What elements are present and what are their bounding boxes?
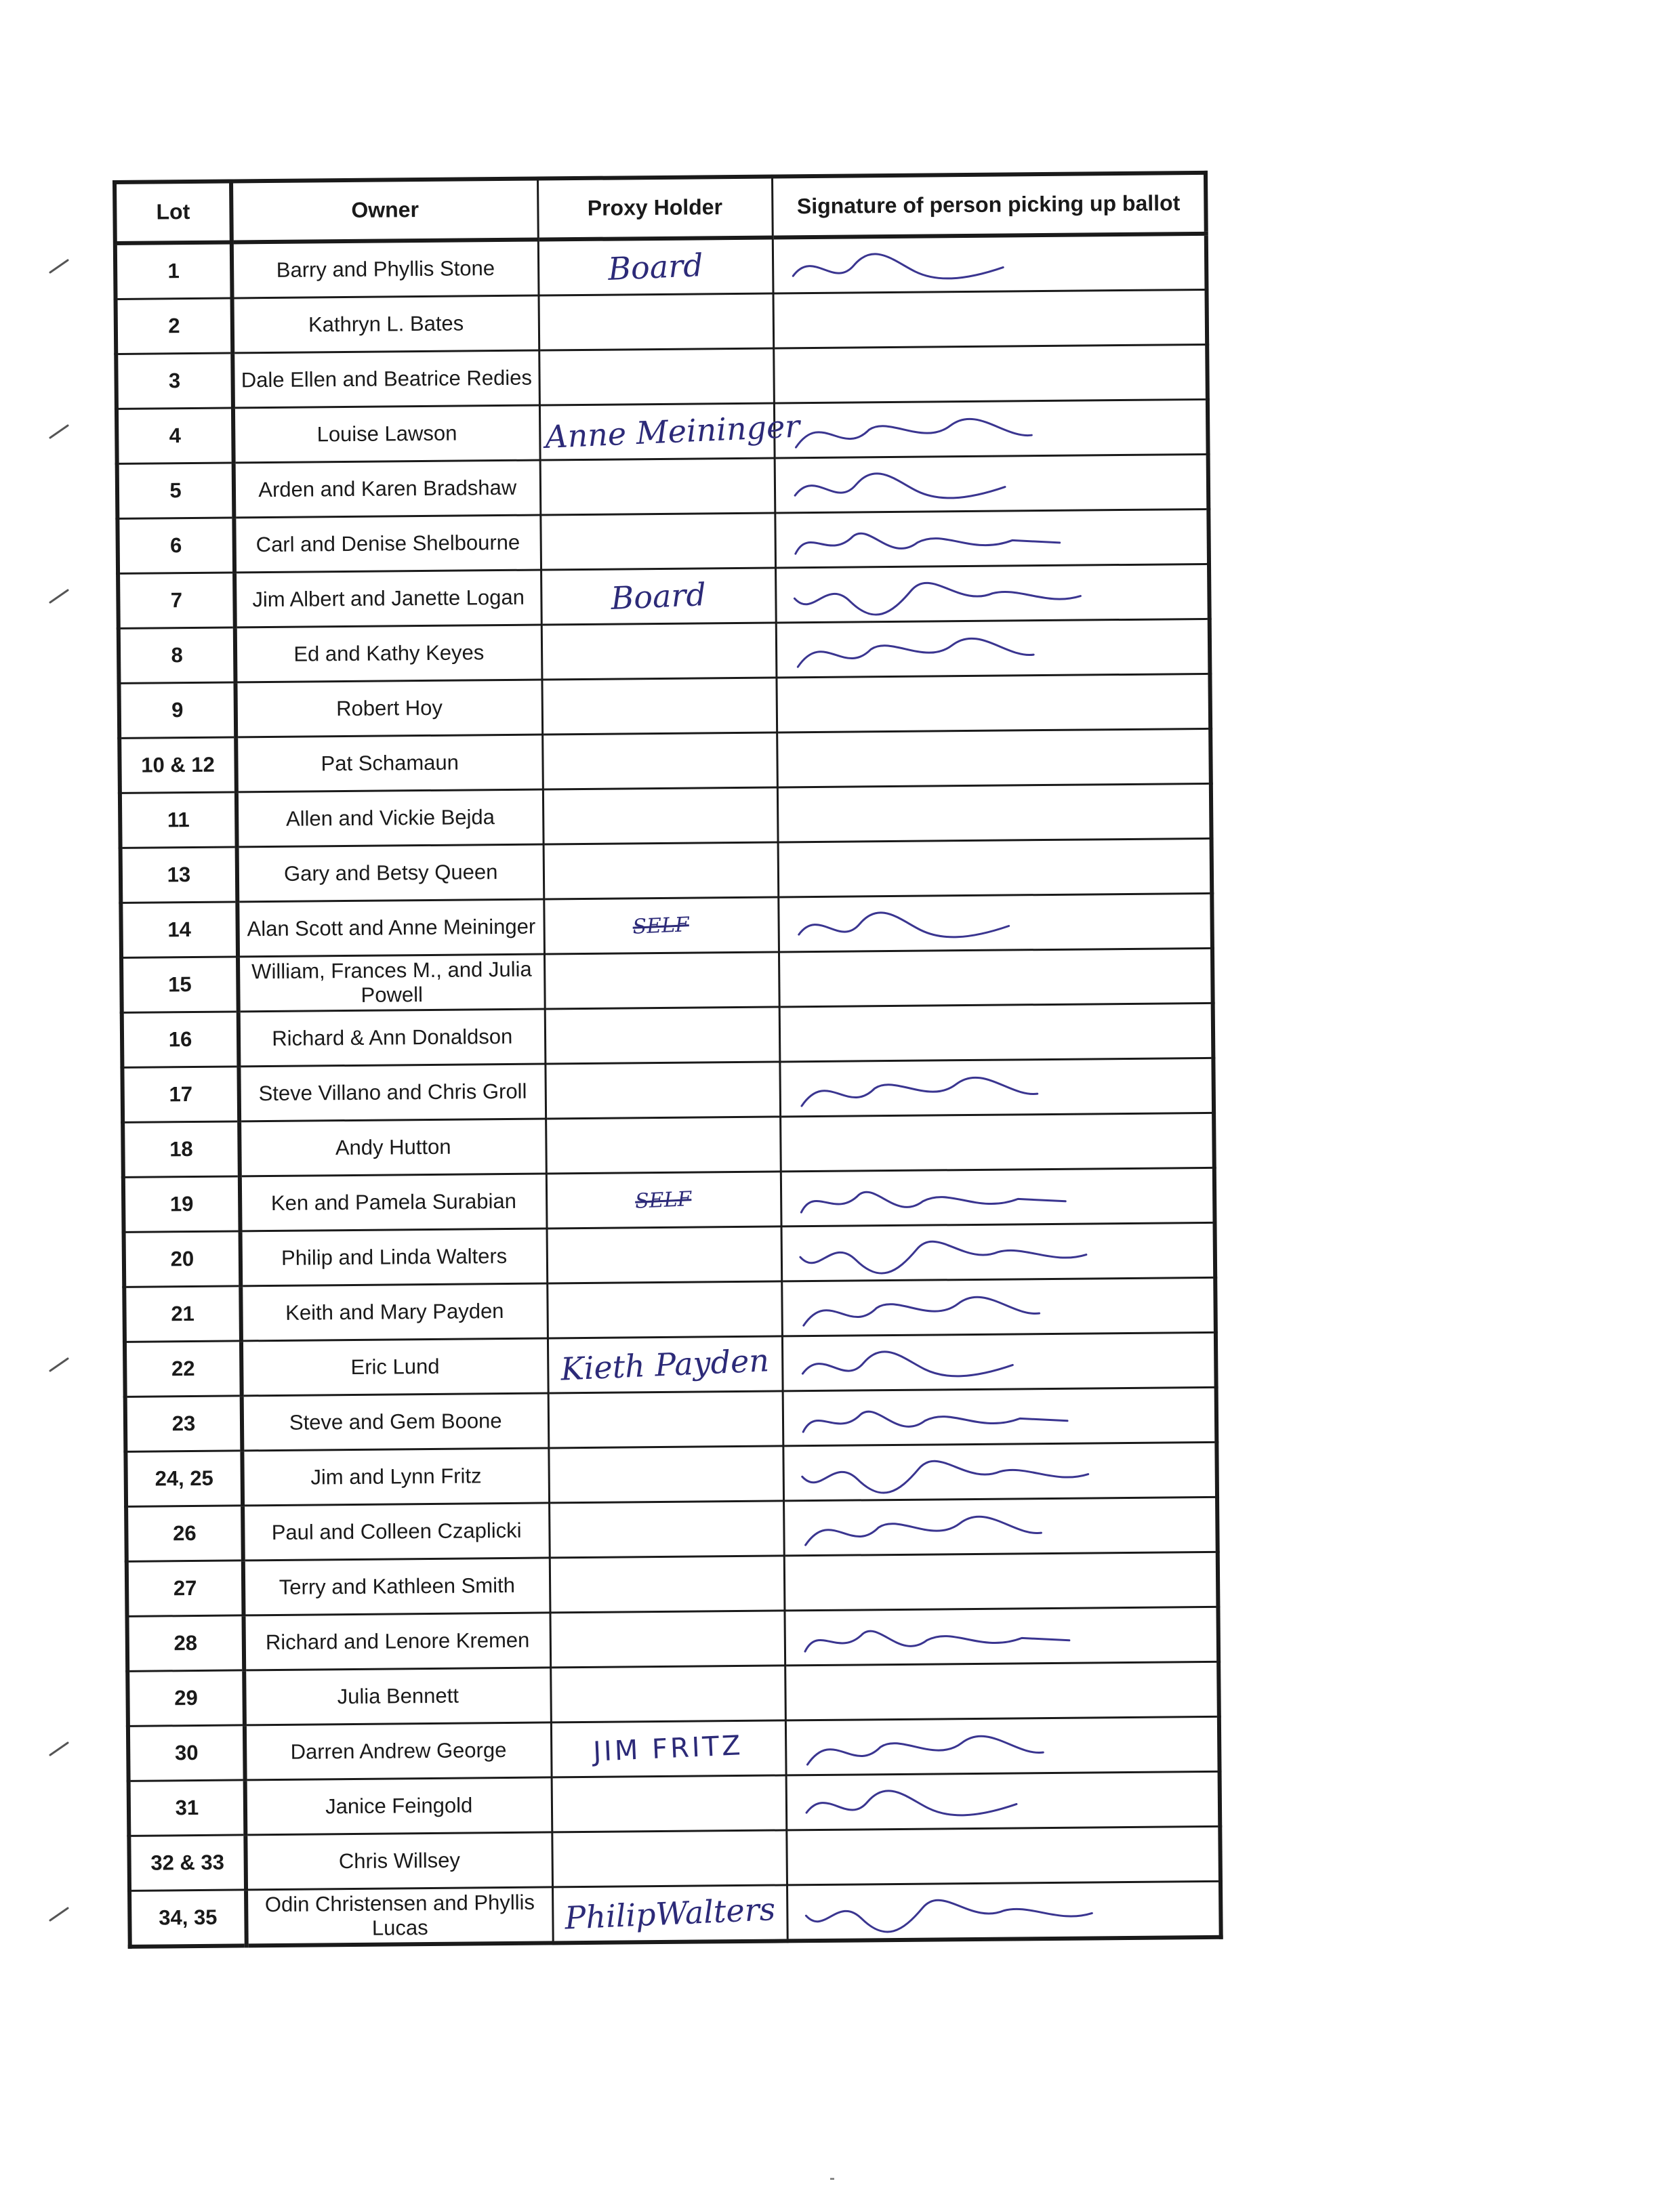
proxy-holder-cell [544,842,779,899]
lot-cell: 34, 35 [129,1890,247,1947]
table-row [128,1716,1220,1781]
table-row [127,1661,1219,1726]
proxy-holder-cell [546,1117,781,1174]
proxy-holder-cell [546,1172,781,1229]
lot-cell: 31 [129,1780,246,1836]
table-row [125,1442,1217,1506]
table-row [116,289,1208,354]
owner-cell: Keith and Mary Payden [241,1283,548,1341]
owner-cell: Richard and Lenore Kremen [243,1613,550,1670]
owner-cell: Ken and Pamela Surabian [240,1174,547,1231]
proxy-holder-cell [549,1501,784,1558]
lot-cell: 11 [120,792,237,848]
lot-cell: 5 [117,463,234,518]
margin-check-mark [47,587,70,605]
signature-stroke [806,1790,1016,1817]
owner-cell: Steve and Gem Boone [242,1393,549,1451]
signature-stroke [807,1735,1043,1764]
owner-cell: Carl and Denise Shelbourne [234,515,541,573]
signature-stroke [806,1899,1092,1933]
lot-cell: 9 [119,682,236,738]
proxy-holder-cell [551,1720,786,1777]
lot-cell: 4 [117,408,234,463]
proxy-holder-cell [543,787,778,844]
signature-cell [786,1826,1221,1885]
signature-cell [776,619,1210,678]
signature-stroke [802,1460,1088,1493]
proxy-holder-cell [550,1611,785,1668]
table-row [129,1826,1221,1891]
proxy-holder-cell [538,238,773,296]
table-row [119,674,1210,738]
signature-cell [783,1387,1217,1446]
owner-cell: Eric Lund [241,1338,548,1396]
proxy-holder-cell [545,1007,780,1064]
margin-check-mark [47,257,70,275]
table-row [122,1003,1214,1067]
owner-cell: Richard & Ann Donaldson [239,1009,546,1067]
lot-cell: 21 [124,1286,241,1342]
owner-cell: Philip and Linda Walters [241,1229,548,1286]
lot-cell: 8 [119,627,236,683]
owner-cell: Jim Albert and Janette Logan [234,570,541,627]
table-row [121,838,1212,903]
table-row [129,1881,1221,1947]
owner-cell: Andy Hutton [239,1119,546,1176]
lot-cell: 19 [123,1176,241,1232]
owner-cell: Arden and Karen Bradshaw [234,460,541,518]
lot-cell: 26 [126,1506,243,1561]
lot-cell: 30 [128,1725,245,1781]
proxy-holder-cell [545,1062,780,1119]
owner-cell: Steve Villano and Chris Groll [239,1064,546,1121]
table-row [117,509,1209,573]
owner-column-header: Owner [231,179,538,243]
handwritten-proxy-name: Board [610,575,707,617]
signature-stroke [795,532,1059,554]
table-row [121,893,1212,957]
table-row [116,344,1208,409]
owner-cell: Terry and Kathleen Smith [243,1558,550,1615]
table-row [125,1332,1216,1397]
owner-cell: Robert Hoy [235,680,542,737]
proxy-holder-cell [541,678,777,735]
signature-cell [783,1442,1217,1501]
proxy-holder-cell [541,568,776,625]
owner-cell: Pat Schamaun [236,735,543,792]
handwritten-proxy-name: Board [607,246,704,287]
signature-column-header: Signature of person picking up ballot [772,173,1206,238]
proxy-holder-cell [552,1830,787,1887]
lot-column-header: Lot [115,181,232,243]
signature-stroke [801,1191,1065,1213]
signature-cell [773,234,1207,293]
table-row [115,234,1207,300]
lot-cell: 23 [125,1396,243,1451]
proxy-holder-cell [550,1666,785,1722]
handwritten-proxy-name: Kieth Payden [560,1341,771,1388]
signature-cell [787,1881,1221,1941]
lot-cell: 3 [116,353,233,409]
signature-cell [784,1552,1218,1611]
table-row [124,1277,1216,1342]
proxy-holder-cell [540,458,775,515]
margin-check-mark [47,1905,70,1923]
signature-cell [774,399,1208,458]
signature-cell [773,344,1208,403]
table-row [122,1058,1214,1122]
signature-cell [780,1113,1214,1172]
signature-stroke [803,1296,1039,1325]
signature-cell [783,1497,1218,1556]
signature-cell [781,1168,1215,1226]
signature-stroke [800,1240,1086,1274]
table-row [119,728,1211,793]
proxy-holder-cell [539,293,774,350]
proxy-holder-cell [539,403,800,460]
signature-stroke [796,419,1031,448]
proxy-holder-cell [544,897,779,954]
signature-cell [775,509,1209,568]
proxy-holder-cell [547,1281,782,1338]
signature-cell [785,1716,1220,1775]
proxy-holder-cell [548,1391,783,1448]
lot-cell: 6 [117,518,234,573]
proxy-holder-cell [540,513,775,570]
handwritten-proxy-name: SELF [634,1186,693,1214]
lot-cell: 32 & 33 [129,1835,246,1891]
owner-cell: Odin Christensen and Phyllis Lucas [246,1887,553,1945]
handwritten-proxy-name: SELF [632,912,690,939]
table-row [127,1607,1218,1671]
signature-cell [775,564,1210,623]
signature-cell [782,1332,1216,1391]
table-row [126,1497,1218,1561]
lot-cell: 18 [123,1121,240,1177]
proxy-holder-cell [548,1446,783,1503]
lot-cell: 24, 25 [125,1451,243,1506]
owner-cell: Jim and Lynn Fritz [242,1448,549,1506]
signature-stroke [805,1516,1041,1545]
table-row [119,619,1210,683]
proxy-holder-cell [539,348,774,405]
table-row [123,1168,1215,1232]
signature-cell [784,1607,1218,1666]
signature-cell [778,838,1212,897]
owner-cell: Dale Ellen and Beatrice Redies [232,350,539,408]
signature-cell [785,1661,1219,1720]
owner-cell: Chris Willsey [245,1832,552,1890]
header-row [115,173,1206,243]
table-row [127,1552,1218,1616]
table-row [129,1771,1221,1836]
table-row [124,1222,1216,1287]
owner-cell: William, Frances M., and Julia Powell [238,954,545,1012]
signature-cell [779,1003,1214,1062]
lot-cell: 1 [115,242,232,299]
signature-stroke [802,1350,1012,1378]
signature-cell [776,674,1210,732]
table-row [121,948,1213,1012]
signature-cell [773,289,1207,348]
scan-speck [830,2178,834,2180]
proxy-holder-cell [552,1885,787,1943]
signature-cell [786,1771,1221,1830]
signature-stroke [798,911,1008,938]
table-row [118,564,1210,628]
ballot-signout-table [112,171,1223,1949]
margin-check-mark [47,423,70,440]
table-row [117,399,1208,463]
signature-cell [781,1222,1216,1281]
signature-stroke [792,253,1002,280]
owner-cell: Alan Scott and Anne Meininger [237,899,544,957]
signature-stroke [802,1410,1067,1432]
lot-cell: 28 [127,1615,244,1671]
owner-cell: Darren Andrew George [245,1722,552,1780]
lot-cell: 22 [125,1341,242,1397]
margin-check-mark [47,1356,70,1374]
lot-cell: 29 [127,1670,245,1726]
proxy-holder-cell [552,1775,787,1832]
lot-cell: 7 [118,573,235,628]
owner-cell: Paul and Colleen Czaplicki [243,1503,550,1561]
signature-cell [779,1058,1214,1117]
handwritten-proxy-name: JIM FRITZ [592,1730,744,1768]
lot-cell: 27 [127,1561,244,1616]
signature-stroke [804,1630,1069,1652]
signature-cell [779,948,1213,1007]
owner-cell: Kathryn L. Bates [232,295,539,353]
lot-cell: 16 [122,1012,239,1067]
proxy-holder-cell [547,1226,782,1283]
proxy-holder-cell [542,732,777,789]
table-row [117,454,1209,518]
signature-stroke [797,638,1033,667]
handwritten-proxy-name: PhilipWalters [563,1890,776,1937]
proxy-holder-cell [548,1336,783,1393]
table-row [125,1387,1217,1451]
lot-cell: 10 & 12 [119,737,237,793]
signature-cell [777,783,1212,842]
lot-cell: 20 [124,1231,241,1287]
signature-stroke [801,1077,1037,1106]
table-row [123,1113,1214,1177]
lot-cell: 15 [121,957,239,1012]
lot-cell: 14 [121,902,238,957]
signature-scribble [800,1885,1208,1947]
proxy-column-header: Proxy Holder [537,177,773,240]
signature-stroke [794,581,1080,615]
signature-cell [777,728,1211,787]
margin-check-mark [47,1740,70,1758]
lot-cell: 2 [116,298,233,354]
table-row [120,783,1212,848]
signature-cell [781,1277,1216,1336]
signature-cell [775,454,1209,513]
handwritten-proxy-name: Anne Meininger [544,407,800,455]
lot-cell: 17 [122,1067,239,1122]
lot-cell: 13 [121,847,238,903]
owner-cell: Ed and Kathy Keyes [235,625,542,682]
owner-cell: Allen and Vickie Bejda [237,789,544,847]
signature-stroke [794,472,1004,499]
owner-cell: Janice Feingold [245,1777,552,1835]
owner-cell: Barry and Phyllis Stone [232,240,539,298]
proxy-holder-cell [550,1556,785,1613]
proxy-holder-cell [544,952,779,1009]
owner-cell: Louise Lawson [233,405,540,463]
proxy-holder-cell [541,623,777,680]
signature-cell [778,893,1212,952]
owner-cell: Julia Bennett [244,1668,551,1725]
owner-cell: Gary and Betsy Queen [237,844,544,902]
